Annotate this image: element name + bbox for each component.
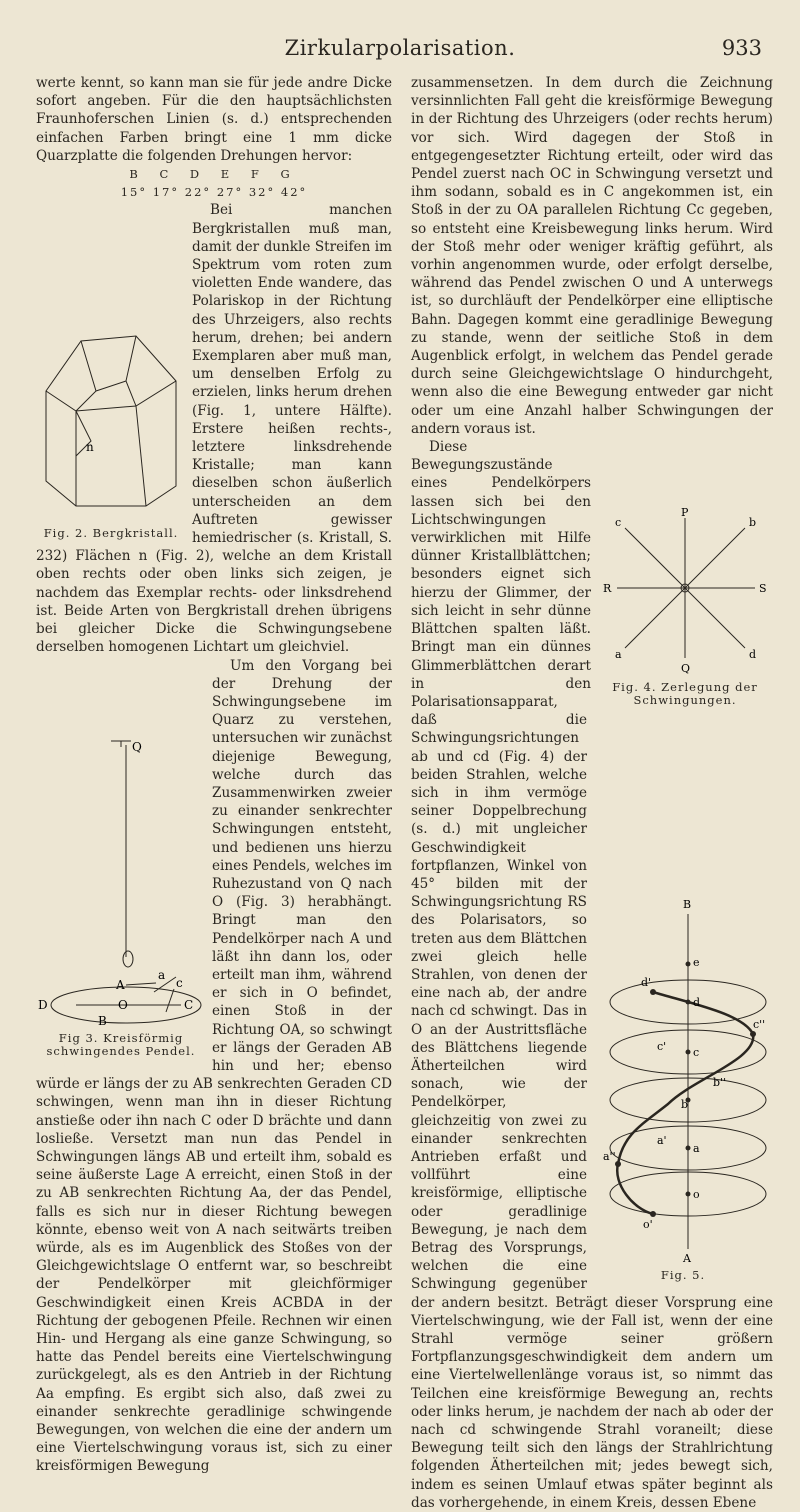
figure-label: n: [86, 440, 94, 455]
figure-label: b: [681, 1098, 689, 1112]
figure-caption: Fig. 5.: [660, 1268, 706, 1283]
paragraph: Bei manchen Bergkristallen muß man, damit der dunkle Streifen im Spektrum vom roten zum violetten Ende wandere, das Polariskop in der Richtung des Uhrzeigers, also rechts herum, drehen; bei andern Exemplaren aber muß man, um denselben Erfolg zu erzielen, links herum drehen (Fig. 1, untere Hälfte). Erstere heißen rechts-, letztere linksdrehende Kristalle; man kann dieselben schon äußerlich unterscheiden an dem Auftreten gewisser hemiedrischer (s. Kristall, S. 232) Flächen n (Fig. 2), welche an dem Kristall oben rechts oder oben links sich zeigen, je nachdem das Exemplar rechts- oder linksdrehend ist. Beide Arten von Bergkristall drehen übrigens bei gleicher Dicke die Schwingungsebene derselben homogenen Lichtart um gleichviel.: [36, 202, 392, 656]
figure-label: D: [38, 997, 48, 1012]
figure-label: B: [683, 898, 692, 912]
figure-label: c': [657, 1040, 667, 1054]
quartz-crystal-drawing: [36, 321, 186, 521]
figure-label: c: [693, 1046, 700, 1060]
rotation-table-letters: B C D E F G: [129, 167, 299, 182]
figure-caption: Fig 3. Kreisförmig: [58, 1030, 184, 1045]
figure-label: A: [116, 977, 125, 992]
figure-label: O: [118, 997, 128, 1012]
figure-caption: schwingendes Pendel.: [46, 1043, 196, 1058]
figure-caption: Schwingungen.: [633, 693, 737, 708]
figure-label: e: [693, 956, 700, 970]
paragraph: werte kennt, so kann man sie für jede andre Dicke sofort angeben. Für die den hauptsächlichsten Fraunhoferschen Linien (s. d.) entsprechenden einfachen Farben bringt eine 1 mm dicke Quarzplatte die folgenden Drehungen hervor:: [36, 75, 392, 164]
paragraph: Um den Vorgang bei der Drehung der Schwingungsebene im Quarz zu verstehen, untersuchen wir zunächst diejenige Bewegung, welche durch das Zusammenwirken zweier zu einander senkrechter Schwingungen entsteht, und bedienen uns hierzu eines Pendels, welches im Ruhezustand von Q nach O (Fig. 3) herabhängt. Bringt man den Pendelkörper nach A und läßt ihn dann los, oder erteilt man ihm, während er sich in O befindet, einen Stoß in der Richtung OA, so schwingt er längs der Geraden AB hin und her; ebenso würde er längs der zu AB senkrechten Geraden CD schwingen, wenn man ihn in dieser Richtung anstieße oder ihn nach C oder D brächte und dann losließe. Versetzt man nun das Pendel in Schwingungen längs AB und erteilt ihm, sobald es seine äußerste Lage A erreicht, einen Stoß in der zu AB senkrechten Richtung Aa, der das Pendel, falls es sich nur in dieser Richtung bewegen könnte, ebenso weit von A nach seitwärts treiben würde, als es im Augenblick des Stoßes von der Gleichgewichtslage O entfernt war, so beschreibt der Pendelkörper mit gleichförmiger Geschwindigkeit einen Kreis ACBDA in der Richtung der gebogenen Pfeile. Rechnen wir einen Hin- und Hergang als eine ganze Schwingung, so hatte das Pendel bereits eine Viertelschwingung zurückgelegt, als es den Antrieb in der Richtung Aa empfing. Es ergibt sich also, daß zwei zu einander senkrechte geradlinige schwingende Bewegungen, von welchen die eine der andern um eine Viertelschwingung voraus ist, sich zu einer kreisförmigen Bewegung: [36, 657, 392, 1475]
page-number: 933: [721, 36, 762, 60]
paragraph: zusammensetzen. In dem durch die Zeichnung versinnlichten Fall geht die kreisförmige Bewegung in der Richtung des Uhrzeigers (oder rechts herum) vor sich. Wird dagegen der Stoß in entgegengesetzter Richtung erteilt, oder wird das Pendel zuerst nach OC in Schwingung versetzt und ihm sodann, sobald es in C angekommen ist, ein Stoß in der zu OA parallelen Richtung Cc gegeben, so entsteht eine Kreisbewegung links herum. Wird der Stoß mehr oder weniger kräftig geführt, als vorhin angenommen wurde, oder erfolgt derselbe, während das Pendel zwischen O und A unterwegs ist, so durchläuft der Pendelkörper eine elliptische Bahn. Dagegen kommt eine geradlinige Bewegung zu stande, wenn der seitliche Stoß in dem Augenblick erfolgt, in welchem das Pendel gerade durch seine Gleichgewichtslage O hindurchgeht, wenn also die eine Bewegung entweder gar nicht oder um eine Anzahl halber Schwingungen der andern voraus ist.: [411, 75, 773, 437]
figure-label: a: [615, 648, 622, 662]
circular-pendulum-drawing: [36, 727, 206, 1027]
page-title: Zirkularpolarisation.: [284, 36, 516, 60]
figure-label: b: [749, 516, 757, 530]
helix-drawing: [593, 894, 773, 1264]
figure-label: Q: [132, 739, 142, 754]
figure-4: [597, 506, 773, 706]
figure-label: c: [176, 975, 183, 990]
rotation-table-values: 15° 17° 22° 27° 32° 42°: [120, 185, 308, 200]
figure-label: A: [683, 1252, 691, 1265]
figure-label: b'': [713, 1076, 727, 1090]
figure-label: d': [641, 976, 652, 990]
figure-label: P: [681, 506, 689, 520]
figure-label: a'': [603, 1150, 616, 1164]
figure-label: a': [657, 1134, 667, 1148]
figure-label: R: [603, 582, 612, 596]
figure-label: d: [749, 648, 757, 662]
figure-caption: Fig. 2. Bergkristall.: [43, 525, 179, 540]
paragraph: Diese Bewegungszustände eines Pendelkörpers lassen sich bei den Lichtschwingungen verwirklichen mit Hilfe dünner Kristallblättchen; besonders eignet sich hierzu der Glimmer, der sich leicht in sehr dünne Blättchen spalten läßt. Bringt man ein dünnes Glimmerblättchen derart in den Polarisationsapparat, daß die Schwingungsrichtungen ab und cd (Fig. 4) der beiden Strahlen, welche sich in ihm vermöge seiner Doppelbrechung (s. d.) mit ungleicher Geschwindigkeit fortpflanzen, Winkel von 45° bilden mit der Schwingungsrichtung RS des Polarisators, so treten aus dem Blättchen zwei gleich helle Strahlen, von denen der eine nach ab, der andre nach cd schwingt. Das in O an der Austrittsfläche des Blättchens liegende Ätherteilchen wird sonach, wie der Pendelkörper, gleichzeitig von zwei zu einander senkrechten Antrieben erfaßt und vollführt eine kreisförmige, elliptische oder geradlinige Bewegung, je nach dem Betrag des Vorsprungs, welchen die eine Schwingung gegenüber der andern besitzt. Beträgt dieser Vorsprung eine Viertelschwingung, wie der Fall ist, wenn der eine Strahl vermöge seiner größern Fortpflanzungsgeschwindigkeit dem andern um eine Viertelwellenlänge voraus ist, so nimmt das Teilchen eine kreisförmige Bewegung an, rechts oder links herum, je nachdem der nach ab oder der nach cd schwingende Strahl voraneilt; diese Bewegung teilt sich den längs der Strahlrichtung folgenden Ätherteilchen mit; jedes bewegt sich, indem es seinen Umlauf etwas später beginnt als das vorhergehende, in einem Kreis, dessen Ebene: [411, 439, 773, 1511]
figure-label: a: [693, 1142, 700, 1156]
figure-2: [36, 321, 186, 540]
figure-label: Q: [681, 662, 691, 676]
figure-label: B: [98, 1013, 107, 1027]
figure-label: c: [615, 516, 622, 530]
vibration-decomposition-drawing: [597, 506, 773, 676]
figure-label: C: [184, 997, 194, 1012]
figure-label: o: [693, 1188, 700, 1202]
figure-label: o': [643, 1218, 653, 1232]
figure-label: a: [158, 967, 166, 982]
figure-5: [593, 894, 773, 1283]
figure-label: c'': [753, 1018, 766, 1032]
running-head: [30, 36, 770, 66]
figure-label: S: [759, 582, 767, 596]
right-column: [411, 74, 773, 1512]
figure-3: [36, 727, 206, 1057]
left-column: [36, 74, 392, 1476]
figure-label: d: [693, 996, 701, 1010]
figure-caption: Fig. 4. Zerlegung der: [612, 680, 758, 695]
